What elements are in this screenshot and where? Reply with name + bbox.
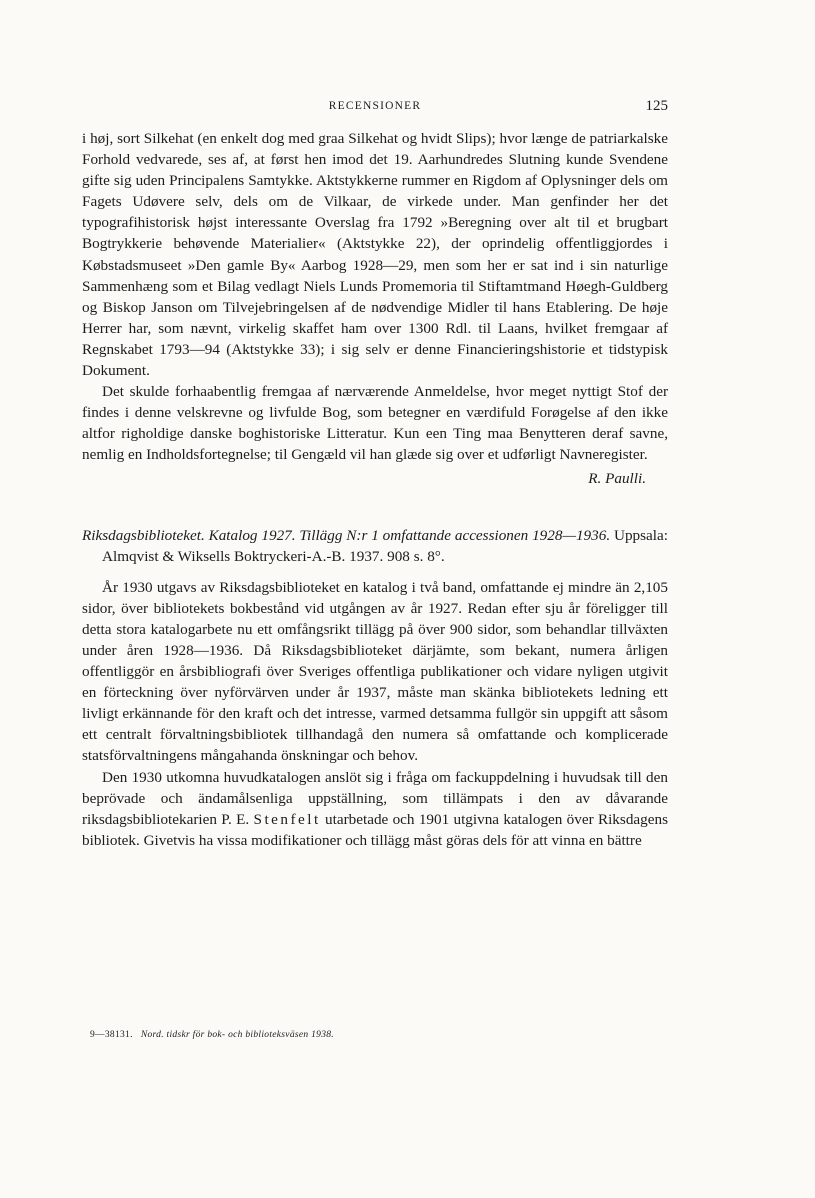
entry-paragraph [82, 767, 668, 851]
entry-paragraph-text: Den 1930 utkomna huvudkatalogen anslöt sig i fråga om fackuppdelning i huvudsak till den beprövade och ändamålsenliga uppställning, som tillämpats i den av dåvarande riksdagsbibliotekarien P. E. [82, 768, 668, 828]
entry-heading [82, 525, 668, 567]
page-body [82, 128, 668, 851]
entry-body [82, 577, 668, 851]
entry-paragraph-text: utarbetade och 1901 utgivna katalogen över Riksdagens bibliotek. Givetvis ha vissa modifikationer och tillägg måst göras dels för att vinna en bättre [82, 810, 668, 849]
page-number: 125 [645, 98, 668, 114]
review-signature: R. Paulli. [588, 469, 646, 487]
review-paragraph: Det skulde forhaabentlig fremgaa af nærværende Anmeldelse, hvor meget nyttigt Stof der findes i denne velskrevne og livfulde Bog, som betegner en værdifuld Forøgelse af den ikke altfor righoldige danske boghistoriske Litteratur. Kun een Ting maa Benytteren deraf savne, nemlig en Indholdsfortegnelse; til Gengæld vil han glæde sig over et udførligt Navneregister. [82, 383, 668, 464]
running-head [82, 98, 668, 118]
review-paragraph: i høj, sort Silkehat (en enkelt dog med graa Silkehat og hvidt Slips); hvor længe de patriarkalske Forhold vedvarede, ses af, at først hen imod det 19. Aarhundredes Slutning kunde Svendene gifte sig uden Principalens Samtykke. Aktstykkerne rummer en Rigdom af Oplysninger dels om Fagets Udøvere selv, dels om de Vilkaar, de virkede under. Man genfinder her det typografihistorisk højst interessante Overslag fra 1792 »Beregning over alt til et brugbart Bogtrykkerie behøvende Materialier« (Aktstykke 22), der oprindelig offentliggjordes i Købstadsmuseet »Den gamle By« Aarbog 1928—29, men som her er sat ind i sin naturlige Sammenhæng som et Bilag vedlagt Niels Lunds Promemoria til Stiftamtmand Høegh-Guldberg og Biskop Janson om Tilvejebringelsen af de nødvendige Midler til hans Etablering. De høje Herrer har, som nævnt, virkelig skaffet ham over 1300 Rdl. til Laans, hvilket fremgaar af Regnskabet 1793—94 (Aktstykke 33); i sig selv er denne Financieringshistorie et tidstypisk Dokument. [82, 130, 668, 380]
entry-title: Riksdagsbiblioteket. Katalog 1927. Tillägg N:r 1 omfattande accessionen 1928—1936. [82, 526, 611, 544]
entry-paragraph: År 1930 utgavs av Riksdagsbiblioteket en katalog i två band, omfattande ej mindre än 2,105 sidor, över bibliotekets bokbestånd vid utgången av år 1927. Redan efter sju år föreligger till detta stora katalogarbete nu ett omfångsrikt tillägg på över 900 sidor, som behandlar tillväxten under åren 1928—1936. Då Riksdagsbiblioteket därjämte, som bekant, numera årligen offentliggör en årsbibliografi över Sveriges offentliga publikationer och vidare nyligen utgivit en förteckning över nyförvärven under år 1937, måste man skänka bibliotekets ledning ett livligt erkännande för den kraft och det intresse, varmed detsamma fullgör sin uppgift att såsom ett centralt förvaltningsbibliotek tillhandagå den numera så omfattande och komplicerade statsförvaltningens mångahanda önskningar och behov. [82, 578, 668, 765]
footer-line [90, 1030, 334, 1040]
entry-imprint: Uppsala: Almqvist & Wiksells Boktryckeri-A.-B. 1937. 908 s. 8°. [102, 526, 668, 565]
running-title: RECENSIONER [328, 100, 422, 112]
signature-mark: 9—38131. [90, 1030, 133, 1040]
spaced-name: Stenfelt [253, 810, 321, 828]
journal-name: Nord. tidskr för bok- och biblioteksväsen 1938. [140, 1030, 334, 1040]
